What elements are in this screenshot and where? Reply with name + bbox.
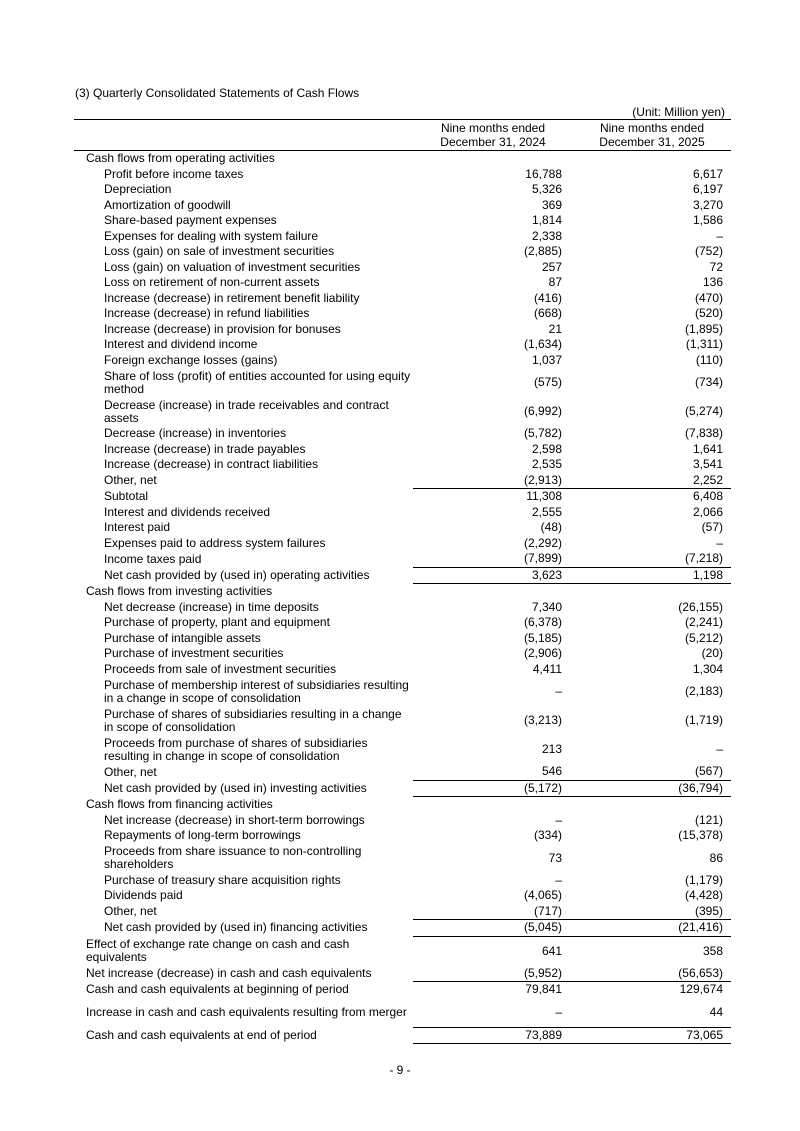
table-row (74, 536, 731, 552)
value-2025: 2,066 (692, 504, 723, 519)
table-row (74, 322, 731, 338)
value-2024: (6,992) (523, 404, 562, 418)
value-2024: – (555, 684, 562, 698)
value-2024: 369 (541, 197, 562, 212)
cash-flow-table (74, 119, 731, 1044)
value-2024: (5,045) (413, 920, 573, 937)
value-2025: 73,065 (573, 1027, 731, 1044)
row-label: Other, net (104, 473, 157, 487)
row-label: Net cash provided by (used in) investing activities (104, 780, 367, 795)
value-2024: (7,899) (523, 551, 562, 566)
value-2025: – (716, 742, 723, 756)
value-2025: (1,895) (684, 321, 723, 336)
table-row (74, 353, 731, 369)
value-2024: 2,338 (531, 228, 562, 243)
value-2025: (520) (694, 306, 723, 321)
row-label: Net decrease (increase) in time deposits (104, 599, 319, 614)
value-2024: 1,037 (531, 352, 562, 367)
row-label: Cash flows from operating activities (86, 151, 275, 166)
value-2025: – (716, 535, 723, 550)
row-label: Share of loss (profit) of entities accounted for using equity method (104, 368, 411, 396)
row-label: Net increase (decrease) in cash and cash equivalents (86, 966, 372, 980)
table-row (74, 182, 731, 198)
row-label: Expenses paid to address system failures (104, 535, 326, 550)
value-2025: (57) (701, 520, 723, 535)
value-2024: 1,814 (531, 213, 562, 228)
value-2024: (5,172) (413, 780, 573, 797)
unit-note: (Unit: Million yen) (632, 105, 725, 119)
value-2024 (413, 797, 573, 813)
value-2025: 358 (573, 936, 731, 966)
table-row (74, 291, 731, 307)
table-row (74, 551, 731, 567)
value-2024: (4,065) (523, 888, 562, 903)
table-header-row (74, 120, 731, 151)
value-2025: (7,218) (684, 551, 723, 566)
table-row (74, 505, 731, 521)
value-2024 (413, 584, 573, 600)
row-label: Other, net (104, 904, 157, 918)
value-2025 (573, 151, 731, 167)
table-row (74, 920, 731, 937)
row-label: Decrease (increase) in trade receivables and contract assets (104, 397, 389, 425)
value-2024: (48) (540, 520, 562, 535)
table-row (74, 780, 731, 797)
row-label: Net cash provided by (used in) operating activities (104, 567, 370, 582)
row-label: Increase in cash and cash equivalents resulting from merger (86, 1004, 407, 1019)
value-2025: (15,378) (678, 828, 723, 843)
row-label: Increase (decrease) in trade payables (104, 441, 306, 456)
table-row (74, 600, 731, 616)
row-label: Proceeds from share issuance to non-controlling shareholders (104, 844, 362, 871)
value-2025: 86 (709, 850, 723, 865)
row-label: Share-based payment expenses (104, 213, 277, 228)
row-label: Proceeds from sale of investment securities (104, 661, 337, 676)
table-row (74, 167, 731, 183)
row-label: Effect of exchange rate change on cash and cash equivalents (86, 936, 350, 964)
row-label: Decrease (increase) in inventories (104, 426, 287, 441)
row-label: Cash and cash equivalents at end of period (86, 1027, 317, 1042)
value-2025: 6,617 (692, 166, 723, 181)
header-period-2024 (413, 120, 573, 151)
value-2025: (395) (694, 903, 723, 918)
table-row (74, 306, 731, 322)
table-row (74, 397, 731, 426)
table-row (74, 813, 731, 829)
table-body (74, 151, 731, 1044)
value-2025: 3,541 (692, 457, 723, 472)
table-row (74, 966, 731, 982)
row-label: Proceeds from purchase of shares of subsidiaries resulting in change in scope of consolidation (104, 735, 368, 763)
value-2025: 6,408 (573, 489, 731, 505)
row-label: Net cash provided by (used in) financing activities (104, 920, 368, 935)
row-label: Profit before income taxes (104, 166, 244, 181)
row-label: Depreciation (104, 182, 172, 197)
row-label: Purchase of intangible assets (104, 630, 261, 645)
value-2024: (416) (533, 290, 562, 305)
value-2025: (20) (701, 646, 723, 661)
table-row (74, 936, 731, 966)
row-label: Interest paid (104, 520, 171, 535)
header-period-2024-line1: Nine months ended (440, 121, 546, 135)
value-2025: 44 (709, 1004, 723, 1019)
value-2024: 2,598 (531, 441, 562, 456)
row-label: Interest and dividend income (104, 337, 258, 352)
value-2025: (26,155) (678, 599, 723, 614)
row-label: Expenses for dealing with system failure (104, 228, 319, 243)
value-2025: (121) (694, 812, 723, 827)
row-label: Foreign exchange losses (gains) (104, 352, 278, 367)
value-2025: 1,304 (692, 661, 723, 676)
value-2024: 2,555 (531, 504, 562, 519)
value-2024: (3,213) (523, 713, 562, 727)
table-row (74, 828, 731, 844)
value-2024: (575) (533, 375, 562, 389)
value-2024: 641 (413, 936, 573, 966)
row-label: Purchase of investment securities (104, 646, 284, 661)
header-period-2025-line1: Nine months ended (599, 121, 705, 135)
value-2025: (7,838) (684, 426, 723, 441)
header-blank-cell (74, 120, 413, 151)
value-2025: (1,719) (684, 713, 723, 727)
row-label: Purchase of property, plant and equipment (104, 615, 330, 630)
row-label: Increase (decrease) in retirement benefit liability (104, 290, 360, 305)
table-row (74, 904, 731, 920)
row-label: Loss (gain) on valuation of investment securities (104, 259, 361, 274)
value-2025: (110) (695, 352, 723, 367)
value-2024: (6,378) (523, 615, 562, 630)
value-2025: (567) (694, 764, 723, 779)
value-2024: (2,885) (523, 244, 562, 259)
row-label: Net increase (decrease) in short-term borrowings (104, 812, 365, 827)
table-row (74, 764, 731, 780)
table-row (74, 260, 731, 276)
value-2025: (1,311) (685, 337, 723, 352)
table-row (74, 567, 731, 584)
row-label: Income taxes paid (104, 551, 202, 566)
value-2025 (573, 584, 731, 600)
value-2025: – (716, 228, 723, 243)
table-row (74, 844, 731, 873)
row-label: Purchase of membership interest of subsidiaries resulting in a change in scope of consolidation (104, 677, 409, 705)
table-row (74, 198, 731, 214)
row-label: Loss on retirement of non-current assets (104, 275, 320, 290)
table-row (74, 229, 731, 245)
value-2025: 2,252 (692, 472, 723, 487)
value-2025: (470) (694, 290, 723, 305)
table-row (74, 888, 731, 904)
table-row (74, 368, 731, 397)
row-label: Purchase of treasury share acquisition rights (104, 872, 341, 887)
row-label: Increase (decrease) in refund liabilities (104, 306, 310, 321)
row-label: Interest and dividends received (104, 504, 271, 519)
value-2025: 1,586 (692, 213, 723, 228)
value-2024: 7,340 (531, 599, 562, 614)
value-2024: 257 (541, 259, 562, 274)
value-2025: (2,241) (684, 615, 723, 630)
table-row (74, 489, 731, 505)
value-2024: 87 (548, 275, 562, 290)
table-row (74, 520, 731, 536)
value-2025: (2,183) (684, 684, 723, 698)
header-period-2024-line2: December 31, 2024 (440, 135, 546, 149)
value-2025: 129,674 (573, 982, 731, 998)
value-2024: (5,782) (523, 426, 562, 441)
value-2024: 73,889 (413, 1027, 573, 1044)
value-2024: 21 (548, 321, 562, 336)
statement-title: (3) Quarterly Consolidated Statements of Cash Flows (75, 86, 360, 100)
row-label: Cash flows from investing activities (86, 584, 273, 598)
value-2025: (21,416) (573, 920, 731, 937)
value-2024: 546 (541, 764, 562, 779)
value-2025: (56,653) (678, 965, 723, 980)
header-period-2025-line2: December 31, 2025 (599, 135, 705, 149)
table-row (74, 982, 731, 998)
table-row (74, 337, 731, 353)
value-2024: (5,185) (523, 630, 562, 645)
value-2025: (4,428) (684, 888, 723, 903)
table-row (74, 735, 731, 764)
value-2025: (5,212) (684, 630, 723, 645)
value-2024: – (555, 1004, 562, 1019)
value-2025: (1,179) (684, 872, 723, 887)
row-label: Cash flows from financing activities (86, 797, 273, 811)
value-2025: 6,197 (692, 182, 723, 197)
row-label: Cash and cash equivalents at beginning of period (86, 982, 349, 996)
row-label: Repayments of long-term borrowings (104, 828, 301, 843)
table-row (74, 244, 731, 260)
table-row (74, 1027, 731, 1044)
table-row (74, 873, 731, 889)
table-row (74, 706, 731, 735)
value-2025: 72 (709, 259, 723, 274)
value-2024: 5,326 (531, 182, 562, 197)
row-label: Amortization of goodwill (104, 197, 231, 212)
table-row (74, 213, 731, 229)
value-2024 (413, 151, 573, 167)
table-row (74, 646, 731, 662)
value-2024: – (555, 812, 562, 827)
table-row (74, 615, 731, 631)
table-row (74, 442, 731, 458)
value-2024: (2,913) (523, 472, 562, 487)
table-row (74, 275, 731, 291)
table-row (74, 473, 731, 489)
value-2024: (717) (533, 903, 562, 918)
value-2024: 3,623 (413, 567, 573, 584)
value-2024: (1,634) (523, 337, 562, 352)
value-2024: 79,841 (413, 982, 573, 998)
table-row (74, 998, 731, 1028)
value-2024: (2,906) (523, 646, 562, 661)
row-label: Increase (decrease) in provision for bonuses (104, 321, 341, 336)
value-2025: (734) (694, 375, 723, 389)
table-row (74, 662, 731, 678)
value-2025: 1,641 (692, 441, 723, 456)
table-row (74, 584, 731, 600)
value-2024: 213 (541, 742, 562, 756)
value-2024: 11,308 (413, 489, 573, 505)
row-label: Purchase of shares of subsidiaries resulting in a change in scope of consolidation (104, 706, 402, 734)
page-number: - 9 - (389, 1063, 411, 1077)
value-2024: 4,411 (532, 661, 562, 676)
table-row (74, 797, 731, 813)
row-label: Loss (gain) on sale of investment securities (104, 244, 335, 259)
value-2025: (36,794) (573, 780, 731, 797)
value-2025: 3,270 (692, 197, 723, 212)
value-2025: (752) (694, 244, 723, 259)
value-2024: (5,952) (523, 965, 562, 980)
table-row (74, 457, 731, 473)
table-row (74, 151, 731, 167)
value-2024: 73 (548, 850, 562, 865)
header-period-2025 (573, 120, 731, 151)
value-2025 (573, 797, 731, 813)
value-2025: 1,198 (573, 567, 731, 584)
value-2024: 16,788 (525, 166, 562, 181)
value-2024: (2,292) (523, 535, 562, 550)
value-2024: (334) (533, 828, 562, 843)
value-2024: – (555, 872, 562, 887)
row-label: Increase (decrease) in contract liabilities (104, 457, 319, 472)
row-label: Subtotal (104, 489, 149, 503)
row-label: Dividends paid (104, 888, 183, 903)
value-2025: 136 (702, 275, 723, 290)
value-2025: (5,274) (684, 404, 723, 418)
table-row (74, 631, 731, 647)
value-2024: (668) (533, 306, 562, 321)
table-row (74, 426, 731, 442)
value-2024: 2,535 (531, 457, 562, 472)
row-label: Other, net (104, 764, 157, 779)
table-row (74, 677, 731, 706)
